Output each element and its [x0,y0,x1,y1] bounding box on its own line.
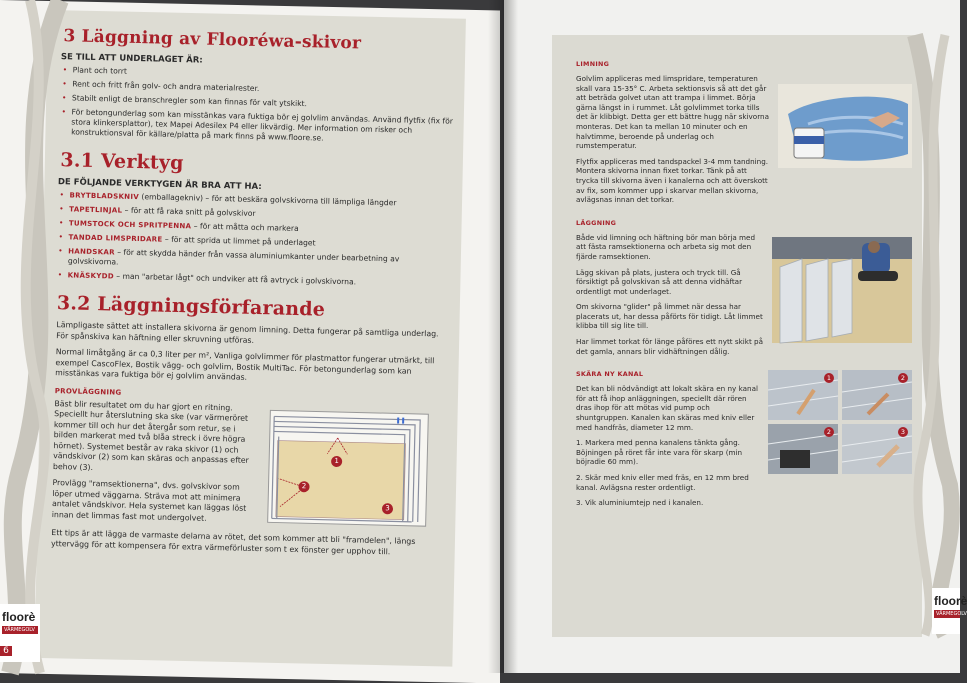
tool-item: • TANDAD LIMSPRIDARE – för att sprida ut limmet på underlaget [56,232,450,252]
floor-layout-diagram [266,408,433,530]
laggning-paragraph: Både vid limning och häftning bör man börja med att fästa ramsektionerna och arbeta sig mot den fjärde ramsektionen. [576,232,756,261]
forfarande-paragraph: Normal limåtgång är ca 0,3 liter per m², Vanliga golvlimmer för plastmattor fungerar utmärkt, till exempel CascoFlex, Bostik vägg- och golvlim, Bostik MultiTac. För betongunderlag som kan misstänkas vara fuktiga bör ej golvlim användas. [55,347,435,382]
forfarande-paragraph: Lämpligaste sättet att installera skivorna är genom limning. Detta fungerar på samtliga underlag. För spånskiva kan häftning eller skruvning utföras. [56,320,439,345]
kanal-section [576,370,912,514]
marker-3: 3 [382,503,393,514]
laggning-heading: LÄGGNING [576,218,617,227]
section-3-heading: 3 Läggning av Flooréwa-skivor [63,26,362,54]
glue-spreading-photo [778,84,912,168]
underlag-lead: SE TILL ATT UNDERLAGET ÄR: [60,52,203,66]
tips-paragraph: Ett tips är att lägga de varmaste delarna av rötet, det som kommer att bli "framdelen", längs yttervägg för att kompensera för extra värmeförluster som t ex fönster ger upphov till. [50,528,416,556]
laggning-paragraph: Om skivorna "glider" på limmet när dessa har placerats ut, har dessa påförts för tidigt. Låt limmet klibba till sig lite till. [576,302,763,331]
limning-section [576,60,912,211]
section-3-1-heading: 3.1 Verktyg [60,149,184,175]
floore-logo-right [932,588,967,634]
marker-2: 2 [298,481,309,492]
provlaggning-row [51,399,446,536]
right-page-content [576,60,912,522]
kanal-paragraph: 3. Vik aluminiumtejp ned i kanalen. [576,498,704,508]
kanal-marker-2: 2 [898,373,908,383]
board-laying-illustration [772,237,912,343]
underlag-item: • Plant och torrt [61,65,455,85]
kanal-text [576,370,760,514]
provlaggning-paragraph: Bäst blir resultatet om du har gjort en ritning. Speciellt hur återslutning ska ske (var värmeröret kommer till och hur det återgår som retur, se i bilden markerat med två blåa streck i övre högra hörnet). Systemet består av raka skivor (1) och vändskivor (2) som kan skäras och anpassas efter behov (3). [52,398,249,472]
channel-cutting-illustration [768,370,912,474]
kanal-paragraph: Det kan bli nödvändigt att lokalt skära en ny kanal för att få ihop anläggningen, speciellt där rören dras ihop för att mötas vid pump och shuntgruppen. Kanalen kan skäras med kniv eller med handfräs, diameter 12 mm. [576,384,758,432]
logo-tagline: VÄRMEGOLV [936,611,967,617]
section-3-2-heading: 3.2 Läggningsförfarande [56,292,326,321]
kanal-paragraph: 1. Markera med penna kanalens tänkta gång. Böjningen på röret får inte vara för skarp (min böjradie 60 mm). [576,438,743,467]
laggning-text [576,219,764,363]
marker-1: 1 [331,455,342,466]
kanal-heading: SKÄRA NY KANAL [576,370,644,379]
tool-item: • KNÄSKYDD – man "arbetar lågt" och undviker att få avtryck i golvskivorna. [55,270,449,290]
tool-item: • BRYTBLADSKNIV (emballagekniv) – för att beskära golvskivorna till lämpliga längder [57,190,451,210]
channel-cutting-photos [768,370,912,474]
verktyg-lead: DE FÖLJANDE VERKTYGEN ÄR BRA ATT HA: [57,177,262,193]
logo-wordmark: floorè [934,594,967,608]
kanal-marker-1: 1 [824,373,834,383]
provlaggning-paragraph: Provlägg "ramsektionerna", dvs. golvskivor som löper utmed väggarna. Sträva mot att minimera antalet vändskivor. Hela systemet kan läggas löst innan det limmas fast mot undergolvet. [51,478,247,523]
logo-tagline: VÄRMEGOLV [2,626,38,634]
left-page-content [43,14,456,565]
tool-item: • TUMSTOCK OCH SPRITPENNA – för att måtta och markera [57,218,451,238]
kanal-marker-3: 3 [898,427,908,437]
provlaggning-text [51,399,260,531]
board-laying-photo [772,237,912,343]
kanal-marker-2b: 2 [824,427,834,437]
logo-wordmark: floorè [2,610,36,624]
tool-item: • TAPETLINJAL – för att få raka snitt på golvskivor [57,204,451,224]
limning-paragraph: Golvlim appliceras med limspridare, temperaturen skall vara 15-35° C. Arbeta sektionsvis så att det går att beträda golvet utan att trampa i limmet. Börja gärna längst in i rummet. Låt golvlimmet torka tills det är klibbigt. Detta ger ett bättre hugg när skivorna monteras. Det kan ta mellan 10 minuter och en halvtimme, beroende på underlag och rumstemperatur. [576,74,769,151]
laggning-section [576,219,912,363]
kanal-paragraph: 2. Skär med kniv eller med fräs, en 12 mm bred kanal. Avlägsna rester ordentligt. [576,473,749,492]
floor-layout-drawing [266,408,433,530]
laggning-paragraph: Lägg skivan på plats, justera och tryck till. Gå försiktigt på golvskivan så att denna vidhäftar ordentligt mot underlaget. [576,267,743,296]
tool-item: • HANDSKAR – för att skydda händer från vassa aluminiumkanter under bearbetning av golvskivorna. [56,246,450,276]
underlag-item: • För betongunderlag som kan misstänkas vara fuktiga bör ej golvlim användas. Använd flytfix (fix för stora klinkersplattor), tex Mapei Adesilex P4 eller likvärdig. Mer information om risker och konstruktionsval för källare/platta på mark finns på www.floore.se. [59,107,454,147]
laggning-paragraph: Har limmet torkat för länge påföres ett nytt skikt på det gamla, annars blir vidhäftningen dålig. [576,337,764,356]
page-number: 6 [0,646,12,656]
limning-paragraph: Flytfix appliceras med tandspackel 3-4 mm tandning. Montera skivorna innan fixet torkar. Tänk på att trycka till skivorna även i kanalerna och att överskott av fix, som kommer upp i skarvar mellan skivorna, avlägsnas innan det torkar. [576,156,769,205]
glue-spreading-illustration [778,84,912,168]
underlag-item: • Rent och fritt från golv- och andra materialrester. [60,79,454,99]
page-gutter [488,0,518,673]
limning-text [576,60,770,211]
limning-heading: LIMNING [576,60,610,68]
underlag-item: • Stabilt enligt de branschregler som kan finnas för valt ytskikt. [60,93,454,113]
provlaggning-heading: PROVLÄGGNING [54,386,122,397]
